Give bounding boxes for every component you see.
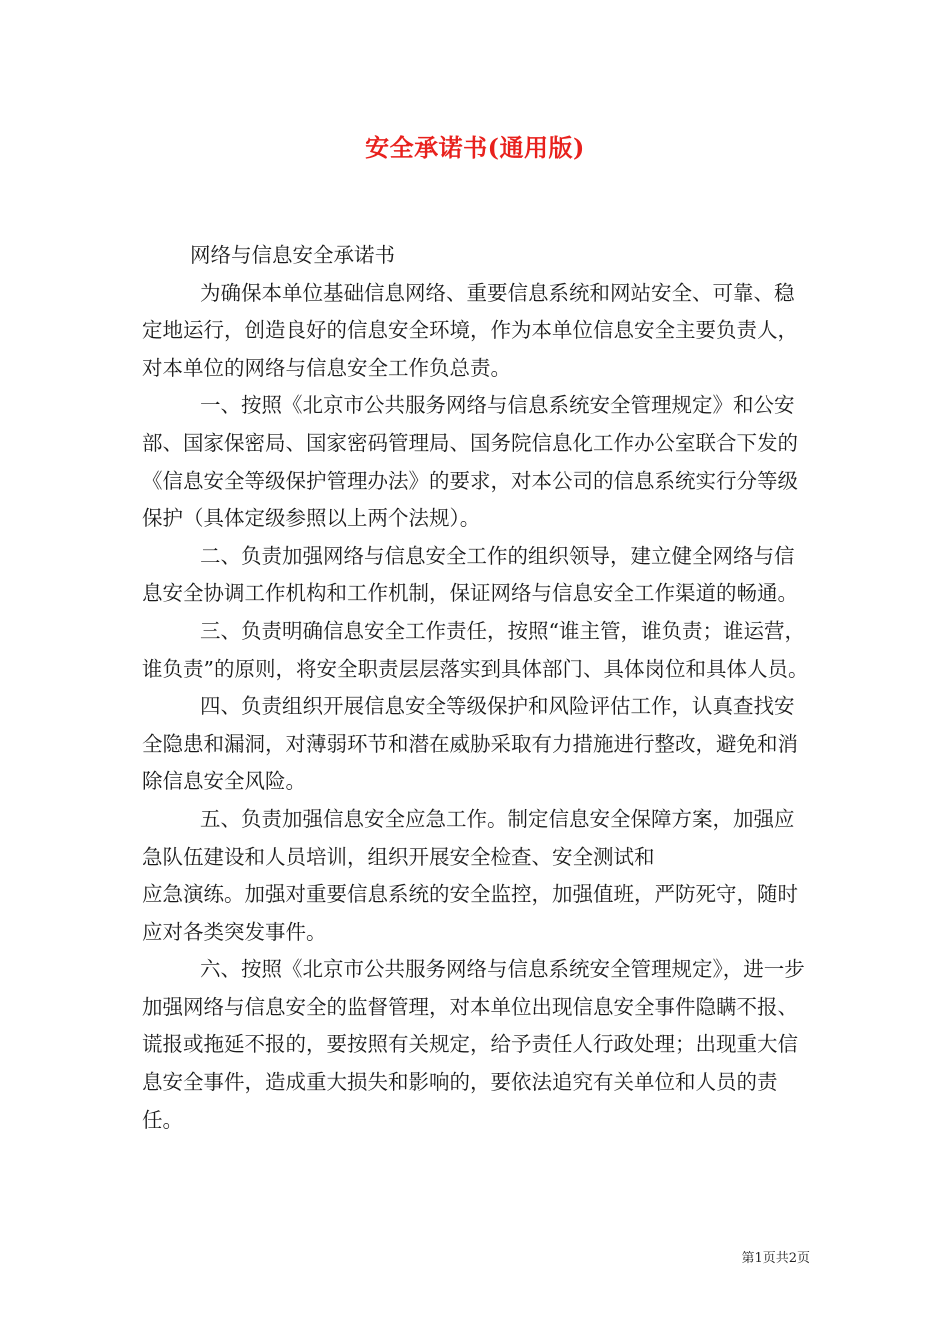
paragraph-item-3: 三、负责明确信息安全工作责任，按照“谁主管，谁负责；谁运营，谁负责”的原则，将安全职责层层落实到具体部门、具体岗位和具体人员。 xyxy=(142,618,809,681)
document-body xyxy=(142,237,812,1139)
paragraph-item-4: 四、负责组织开展信息安全等级保护和风险评估工作，认真查找安全隐患和漏洞，对薄弱环节和潜在威胁采取有力措施进行整改，避免和消除信息安全风险。 xyxy=(142,694,798,794)
paragraph-item-5-continued: 应急演练。加强对重要信息系统的安全监控，加强值班，严防死守，随时应对各类突发事件。 xyxy=(142,882,798,944)
document-subtitle: 网络与信息安全承诺书 xyxy=(190,243,395,267)
page-number: 第1页共2页 xyxy=(741,1251,810,1266)
paragraph-item-2: 二、负责加强网络与信息安全工作的组织领导，建立健全网络与信息安全协调工作机构和工作机制，保证网络与信息安全工作渠道的畅通。 xyxy=(142,543,798,606)
paragraph-item-5: 五、负责加强信息安全应急工作。制定信息安全保障方案，加强应急队伍建设和人员培训，组织开展安全检查、安全测试和 xyxy=(142,806,795,869)
document-title: 安全承诺书(通用版) xyxy=(365,133,585,162)
paragraph-intro: 为确保本单位基础信息网络、重要信息系统和网站安全、可靠、稳定地运行，创造良好的信息安全环境，作为本单位信息安全主要负责人，对本单位的网络与信息安全工作负总责。 xyxy=(142,280,798,380)
paragraph-item-1: 一、按照《北京市公共服务网络与信息系统安全管理规定》和公安部、国家保密局、国家密码管理局、国务院信息化工作办公室联合下发的《信息安全等级保护管理办法》的要求，对本公司的信息系统实行分等级保护（具体定级参照以上两个法规）。 xyxy=(142,393,798,531)
paragraph-item-6: 六、按照《北京市公共服务网络与信息系统安全管理规定》，进一步加强网络与信息安全的监督管理，对本单位出现信息安全事件隐瞒不报、谎报或拖延不报的，要按照有关规定，给予责任人行政处理；出现重大信息安全事件，造成重大损失和影响的，要依法追究有关单位和人员的责任。 xyxy=(142,957,805,1132)
